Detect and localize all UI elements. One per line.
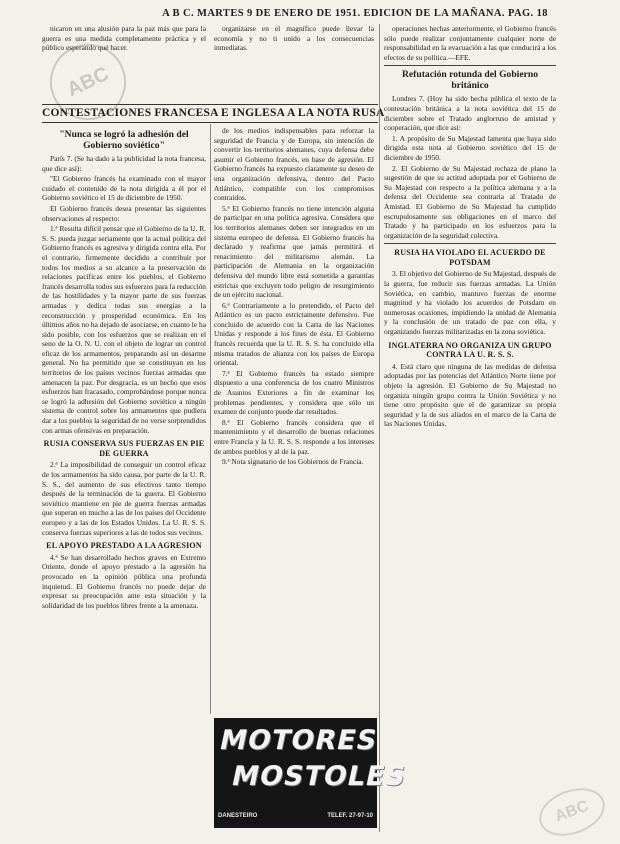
column-divider [210,124,211,714]
ad-footer [218,813,373,819]
headline-rule-bottom [42,122,378,123]
paragraph: París 7. (Se ha dado a la publicidad la nota francesa, que dice así): [42,154,206,173]
paragraph: 5.ª El Gobierno francés no tiene intención alguna de participar en una política agresiva. Considera que los territorios alemanes deben ser integrados en un sistema europeo de defensa. El Gobierno francés ha declarado y reafirma que jamás permitirá el renacimiento del militarismo alemán. La participación de Alemania en la organización defensiva del mundo libre está sometida a garantías estrictas que excluyen todo peligro de resurgimiento de un ejército nacional. [214,203,374,300]
paragraph: 4. Está claro que ninguna de las medidas de defensa adoptadas por las potencias del Atlántico Norte tiene por objeto la agresión. El Gobierno de Su Majestad no organiza ningún grupo contra la Unión Soviética y no tiene otro propósito que el de garantizar su propia seguridad y la de sus aliados en el marco de la Carta de las Naciones Unidas. [384,361,556,429]
continuation-text: nicaron en una alusión para la paz más que para la guerra es una medida completamente práctica y el público esperando qué hacer. [42,24,206,53]
section-head-england: INGLATERRA NO ORGANIZA UN GRUPO CONTRA LA U. R. S. S. [388,340,552,360]
column-divider [379,24,380,832]
paragraph: 2. El Gobierno de Su Majestad rechaza de plano la sugestión de que su actitud adoptada por el Gobierno de Su Majestad con respecto a la política alemana y a la defensa del Occidente sea contraria al Tratado de Amistad. El Gobierno de Su Majestad ha cumplido escrupulosamente sus obligaciones en el marco del Tratado y ha participado en los esfuerzos para la organización de la seguridad colectiva. [384,163,556,240]
french-reply-continuation [214,126,374,714]
french-reply-column [42,126,206,832]
top-continuation-col1 [42,24,206,102]
main-headline: CONTESTACIONES FRANCESA E INGLESA A LA NOTA RUSA [42,107,385,119]
section-rule [384,65,556,66]
paragraph: 1. A propósito de Su Majestad lamenta que haya sido dirigida esta nota al Gobierno soviético del 15 de diciembre de 1950. [384,133,556,162]
ad-title-line2: MOSTOLES [228,761,410,792]
section-head-forces: RUSIA CONSERVA SUS FUERZAS EN PIE DE GUERRA [43,439,205,458]
running-head: A B C. MARTES 9 DE ENERO DE 1951. EDICION DE LA MAÑANA. PAG. 18 [162,8,548,19]
advertisement-motores-mostoles [214,718,410,828]
paragraph: 1.ª Resulta difícil pensar que el Gobierno de la U. R. S. S. pueda juzgar seriamente que la actual política del Gobierno francés es agresiva y dirigida contra ella. Por el contrario, firmemente decidido a contribuir por todos los medios a su alcance a la preservación de relaciones pacíficas entre los pueblos, el Gobierno francés desarrolla todos sus esfuerzos para la reducción de las hostilidades y la mayor parte de sus fuerzas armadas y dedica todas sus energías a la reconstrucción y prosperidad económica. En los últimos años no ha dejado de asociarse, en cuanto le ha sido posible, con los esfuerzos que se realizan en el seno de la O. N. U. con el objeto de lograr un control eficaz de los armamentos, preparando así un desarme general. No ha permitido que se constituyan en los territorios de los países vecinos fuerzas armadas que amenacen la paz. Por desgracia, es un hecho que esos esfuerzos han fracasado, comprobándose porque nunca se logró la adhesión del Gobierno soviético a ningún sistema de control sobre los armamentos que pudiera dar a los pueblos la seguridad de no verse sorprendidos con armas ofensivas en preparación. [42,224,206,435]
library-stamp: ABC [38,32,139,133]
section-head-potsdam: RUSIA HA VIOLADO EL ACUERDO DE POTSDAM [394,248,546,267]
ad-title-line1: MOTORES [216,725,381,756]
section-head-aggression: EL APOYO PRESTADO A LA AGRESION [46,541,202,551]
paragraph: 3. El objetivo del Gobierno de Su Majestad, después de la guerra, fue reducir sus fuerzas armadas. La Unión Soviética, en cambio, mantuvo fuerzas de enorme magnitud y ha violado los acuerdos de Potsdam en numerosas ocasiones, impidiendo la unidad de Alemania y la conclusión de un tratado de paz con ella, y organizando fuerzas militarizadas en la zona soviética. [384,269,556,337]
paragraph: Londres 7. (Hoy ha sido hecha pública el texto de la contestación británica a la nota soviética del 15 de diciembre sobre el Tratado anglorruso de amistad y cooperación, que dice así: [384,94,556,133]
paragraph: de los medios indispensables para reforzar la seguridad de Francia y de Europa, sin intención de convertir los territorios alemanes, cuya defensa debe asumir el Gobierno francés, en base de agresión. El Gobierno francés ha expuesto claramente su deseo de una organización defensiva, dentro del Pacto Atlántico, compatible con los compromisos contraídos. [214,126,374,203]
british-headline: Refutación rotunda del Gobierno británico [401,69,538,92]
library-stamp-bottom: ABC [533,780,612,844]
paragraph: "El Gobierno francés ha examinado con el mayor cuidado el contenido de la nota dirigida a él por el Gobierno soviético el 15 de diciembre de 1950. [42,174,206,203]
ad-phone: TELEF. 27-97-10 [327,813,373,819]
paragraph: 9.ª Nota signatario de los Gobiernos de Francia. [222,457,364,467]
continuation-text: operaciones hechas anteriormente, el Gobierno francés sólo puede realizar conjuntamente cualquier norte de responsabilidad en la evacuación a las que conducirá a los efectos de su política.—EFE. [384,24,556,62]
section-rule [384,243,556,244]
paragraph: 2.ª La imposibilidad de conseguir un control eficaz de los armamentos ha sido causa, por parte de la U. R. S. S., del aumento de sus efectivos tanto tiempo después de la terminación de la guerra. El Gobierno soviético mantiene en pie de guerra fuerzas armadas que superan en mucho a las de los países del Occidente europeo y a las de los Estados Unidos. La U. R. S. S. conserva fuerzas superiores a las de todos sus vecinos. [42,460,206,537]
paragraph: El Gobierno francés desea presentar las siguientes observaciones al respecto: [42,203,206,223]
paragraph: 8.ª El Gobierno francés considera que el mantenimiento y el desarrollo de buenas relaciones entre Francia y la U. R. S. S. responde a los intereses de ambos pueblos y al de la paz. [214,417,374,456]
paragraph: 4.ª Se han desarrollado hechos graves en Extremo Oriente, donde el apoyo prestado a la agresión ha provocado en la opinión pública una profunda inquietud. El Gobierno francés no puede dejar de expresar su preocupación ante esta situación y la solidaridad de los pueblos libres frente a la amenaza. [42,552,206,610]
continuation-text: organizarse en el magnífico puede llevar la economía y no ti unido a los consecuencias inmediatas. [214,24,374,53]
french-headline: "Nunca se logró la adhesión del Gobierno soviético" [59,129,189,151]
ad-address: DANESTEIRO [218,813,258,819]
british-reply-column [384,24,556,832]
paragraph: 7.ª El Gobierno francés ha estado siempre dispuesto a una conferencia de los cuatro Ministros de Asuntos Exteriores a fin de examinar los problemas pendientes, y considera que sólo un examen de conjunto puede dar resultados. [214,368,374,417]
headline-rule-top [42,104,378,105]
paragraph: 6.ª Contrariamente a lo pretendido, el Pacto del Atlántico es un pacto estrictamente defensivo. Fue concluido de acuerdo con la Carta de las Naciones Unidas y responde a los fines de ésta. El Gobierno francés recuerda que la U. R. S. S. ha concluido ella misma tratados de alianza con los países de Europa oriental. [214,300,374,368]
top-continuation-col2 [214,24,374,102]
